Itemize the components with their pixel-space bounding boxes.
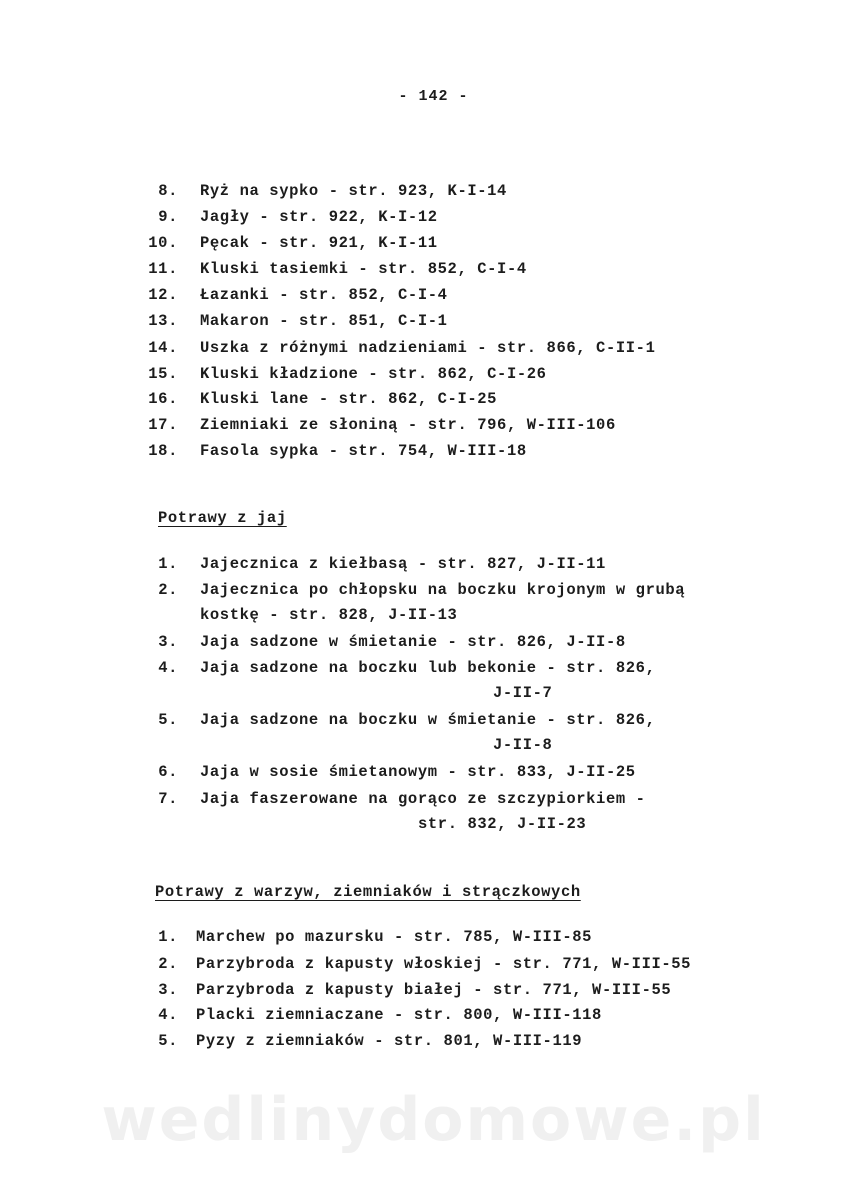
item-text: Uszka z różnymi nadzieniami - str. 866, C-II-1 — [200, 339, 656, 357]
item-text: Jaja sadzone w śmietanie - str. 826, J-II-8 — [200, 633, 626, 651]
item-text: Jaja w sosie śmietanowym - str. 833, J-II-25 — [200, 763, 636, 781]
item-number: 18. — [148, 442, 178, 460]
item-number: 9. — [158, 208, 178, 226]
item-number: 16. — [148, 390, 178, 408]
item-number: 3. — [158, 981, 178, 999]
item-number: 5. — [158, 1032, 178, 1050]
item-continuation: kostkę - str. 828, J-II-13 — [200, 606, 458, 624]
item-text: Placki ziemniaczane - str. 800, W-III-118 — [196, 1006, 602, 1024]
item-number: 2. — [158, 581, 178, 599]
section-heading-eggs: Potrawy z jaj — [158, 509, 287, 527]
item-text: Ziemniaki ze słoniną - str. 796, W-III-106 — [200, 416, 616, 434]
item-text: Kluski tasiemki - str. 852, C-I-4 — [200, 260, 527, 278]
item-text: Jagły - str. 922, K-I-12 — [200, 208, 438, 226]
item-text: Pęcak - str. 921, K-I-11 — [200, 234, 438, 252]
item-number: 1. — [158, 555, 178, 573]
item-number: 2. — [158, 955, 178, 973]
item-number: 6. — [158, 763, 178, 781]
item-text: Marchew po mazursku - str. 785, W-III-85 — [196, 928, 593, 946]
item-text: Łazanki - str. 852, C-I-4 — [200, 286, 448, 304]
item-number: 14. — [148, 339, 178, 357]
item-text: Kluski kładzione - str. 862, C-I-26 — [200, 365, 547, 383]
item-text: Kluski lane - str. 862, C-I-25 — [200, 390, 498, 408]
item-number: 8. — [158, 182, 178, 200]
item-number: 1. — [158, 928, 178, 946]
item-text: Jaja faszerowane na gorąco ze szczypiorkiem - — [200, 790, 646, 808]
item-text: Jaja sadzone na boczku lub bekonie - str. 826, — [200, 659, 656, 677]
item-number: 4. — [158, 1006, 178, 1024]
page-number: - 142 - — [398, 88, 469, 105]
item-text: Jaja sadzone na boczku w śmietanie - str. 826, — [200, 711, 656, 729]
item-number: 10. — [148, 234, 178, 252]
item-continuation: J-II-8 — [493, 736, 553, 754]
item-number: 13. — [148, 312, 178, 330]
item-number: 17. — [148, 416, 178, 434]
section-heading-vegetables: Potrawy z warzyw, ziemniaków i strączkowych — [155, 883, 581, 901]
item-text: Fasola sypka - str. 754, W-III-18 — [200, 442, 527, 460]
item-text: Jajecznica po chłopsku na boczku krojonym w grubą — [200, 581, 686, 599]
item-number: 11. — [148, 260, 178, 278]
item-text: Parzybroda z kapusty białej - str. 771, W-III-55 — [196, 981, 672, 999]
item-continuation: str. 832, J-II-23 — [418, 815, 587, 833]
item-number: 3. — [158, 633, 178, 651]
item-number: 15. — [148, 365, 178, 383]
item-text: Parzybroda z kapusty włoskiej - str. 771, W-III-55 — [196, 955, 692, 973]
item-number: 7. — [158, 790, 178, 808]
item-text: Pyzy z ziemniaków - str. 801, W-III-119 — [196, 1032, 583, 1050]
item-number: 12. — [148, 286, 178, 304]
item-text: Ryż na sypko - str. 923, K-I-14 — [200, 182, 507, 200]
watermark: wedlinydomowe.pl — [101, 1085, 766, 1155]
item-text: Makaron - str. 851, C-I-1 — [200, 312, 448, 330]
item-number: 5. — [158, 711, 178, 729]
item-continuation: J-II-7 — [493, 684, 553, 702]
item-text: Jajecznica z kiełbasą - str. 827, J-II-11 — [200, 555, 606, 573]
item-number: 4. — [158, 659, 178, 677]
